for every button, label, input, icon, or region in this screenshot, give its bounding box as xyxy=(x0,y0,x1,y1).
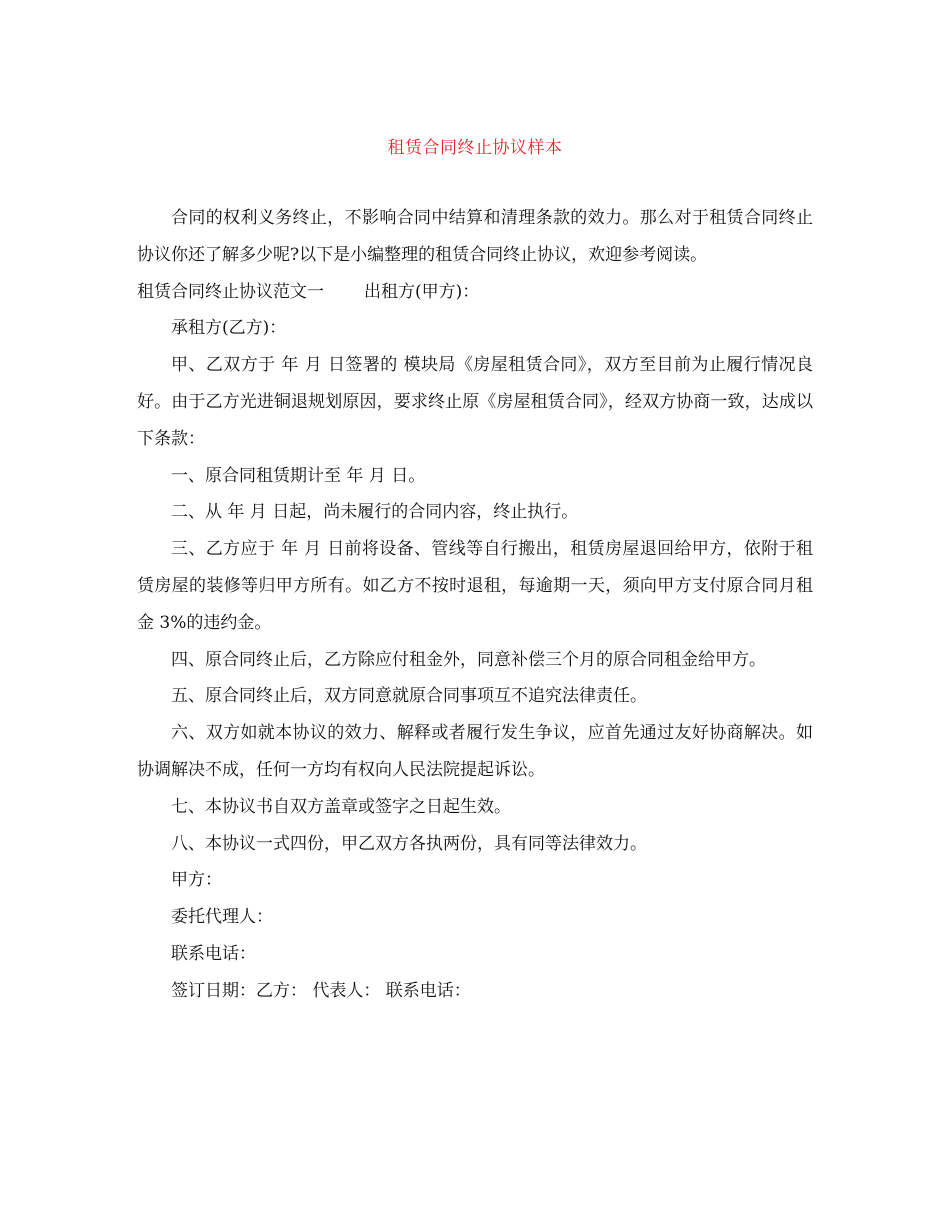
clause-5: 五、原合同终止后，双方同意就原合同事项互不追究法律责任。 xyxy=(171,686,647,707)
clause-8: 八、本协议一式四份，甲乙双方各执两份，具有同等法律效力。 xyxy=(171,833,647,854)
party-a-label: 甲方： xyxy=(171,870,222,891)
sample-heading-line xyxy=(137,274,813,311)
clause-6: 六、双方如就本协议的效力、解释或者履行发生争议，应首先通过友好协商解决。如协调解决不成，任何一方均有权向人民法院提起诉讼。 xyxy=(137,723,813,780)
document-title: 租赁合同终止协议样本 xyxy=(387,138,563,158)
phone-label: 联系电话： xyxy=(171,943,256,964)
signing-line: 签订日期：乙方： 代表人： 联系电话： xyxy=(171,980,471,1001)
clause-7: 七、本协议书自双方盖章或签字之日起生效。 xyxy=(171,796,511,817)
clause-4: 四、原合同终止后，乙方除应付租金外，同意补偿三个月的原合同租金给甲方。 xyxy=(171,649,766,670)
lessee-label: 承租方(乙方)： xyxy=(171,318,287,339)
agent-label: 委托代理人： xyxy=(171,907,273,928)
lessor-label: 出租方(甲方)： xyxy=(364,281,480,302)
clause-1: 一、原合同租赁期计至 年 月 日。 xyxy=(171,465,426,486)
preamble-paragraph: 甲、乙双方于 年 月 日签署的 模块局《房屋租赁合同》，双方至目前为止履行情况良好。由于乙方光进铜退规划原因，要求终止原《房屋租赁合同》，经双方协商一致，达成以下条款： xyxy=(137,355,813,449)
intro-paragraph: 合同的权利义务终止，不影响合同中结算和清理条款的效力。那么对于租赁合同终止协议你还了解多少呢?以下是小编整理的租赁合同终止协议，欢迎参考阅读。 xyxy=(137,208,813,265)
clause-2: 二、从 年 月 日起，尚未履行的合同内容，终止执行。 xyxy=(171,502,579,523)
clause-3: 三、乙方应于 年 月 日前将设备、管线等自行搬出，租赁房屋退回给甲方，依附于租赁房屋的装修等归甲方所有。如乙方不按时退租，每逾期一天，须向甲方支付原合同月租金 3%的违约金。 xyxy=(137,539,813,633)
document-body xyxy=(137,200,813,1010)
sample-heading: 租赁合同终止协议范文一 xyxy=(137,281,324,302)
